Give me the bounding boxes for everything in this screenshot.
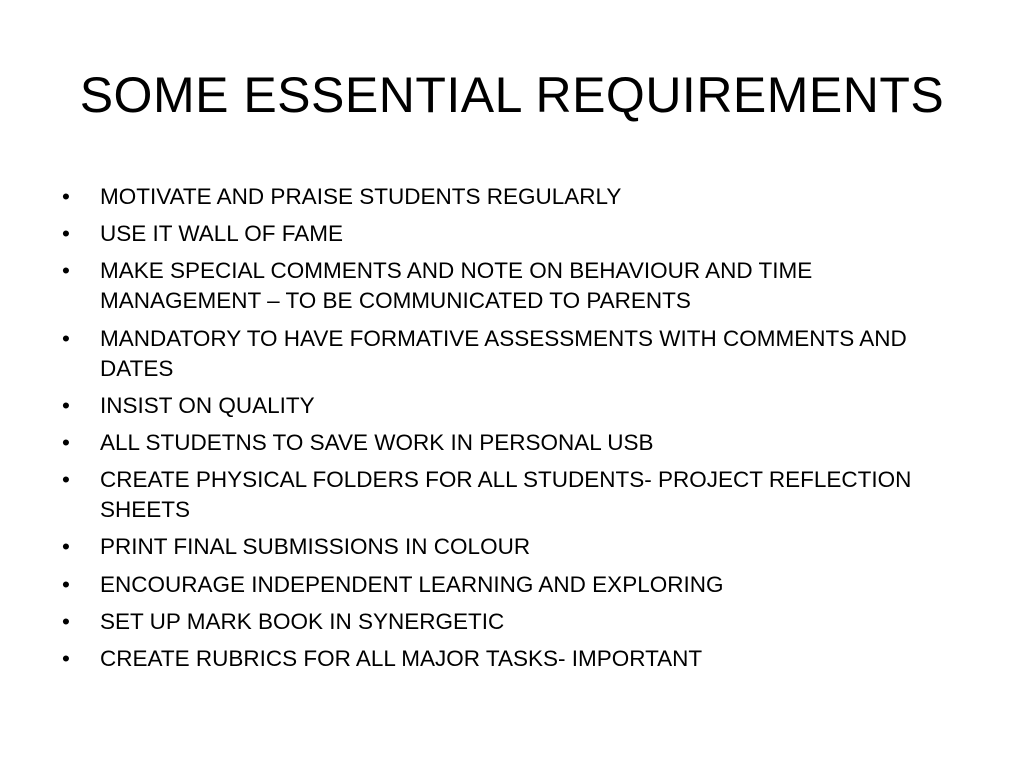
bullet-icon: • (62, 221, 70, 247)
bullet-item (62, 219, 962, 249)
bullet-text: PRINT FINAL SUBMISSIONS IN COLOUR (100, 534, 531, 560)
bullet-text: MAKE SPECIAL COMMENTS AND NOTE ON BEHAVIOUR AND TIME MANAGEMENT – TO BE COMMUNICATED TO PARENTS (100, 258, 813, 314)
bullet-item (62, 324, 962, 384)
bullet-icon: • (62, 392, 70, 418)
bullet-item (62, 532, 962, 562)
bullet-item (62, 391, 962, 421)
bullet-icon: • (62, 184, 70, 209)
bullet-text: CREATE PHYSICAL FOLDERS FOR ALL STUDENTS- PROJECT REFLECTION SHEETS (100, 467, 912, 523)
bullet-icon: • (62, 534, 70, 560)
bullet-text: MOTIVATE AND PRAISE STUDENTS REGULARLY (100, 184, 622, 209)
bullet-text: MANDATORY TO HAVE FORMATIVE ASSESSMENTS WITH COMMENTS AND DATES (100, 325, 907, 381)
bullet-item (62, 607, 962, 637)
bullet-icon: • (62, 258, 70, 284)
bullet-icon: • (62, 467, 70, 493)
bullet-item (62, 182, 962, 212)
bullet-item (62, 644, 962, 674)
bullet-text: ENCOURAGE INDEPENDENT LEARNING AND EXPLORING (100, 571, 724, 597)
bullet-text: USE IT WALL OF FAME (100, 221, 343, 247)
bullet-icon: • (62, 429, 70, 455)
bullet-item (62, 256, 962, 316)
bullet-text: SET UP MARK BOOK IN SYNERGETIC (100, 608, 505, 634)
bullet-item (62, 465, 962, 525)
bullet-icon: • (62, 325, 70, 351)
bullet-item (62, 570, 962, 600)
bullet-text: CREATE RUBRICS FOR ALL MAJOR TASKS- IMPORTANT (100, 645, 703, 671)
bullet-icon: • (62, 608, 70, 634)
bullet-icon: • (62, 571, 70, 597)
bullet-icon: • (62, 645, 70, 671)
slide-title: SOME ESSENTIAL REQUIREMENTS (79, 67, 945, 123)
bullet-text: INSIST ON QUALITY (100, 392, 315, 418)
bullet-item (62, 428, 962, 458)
bullet-list (62, 182, 962, 681)
bullet-text: ALL STUDETNS TO SAVE WORK IN PERSONAL USB (100, 429, 654, 455)
